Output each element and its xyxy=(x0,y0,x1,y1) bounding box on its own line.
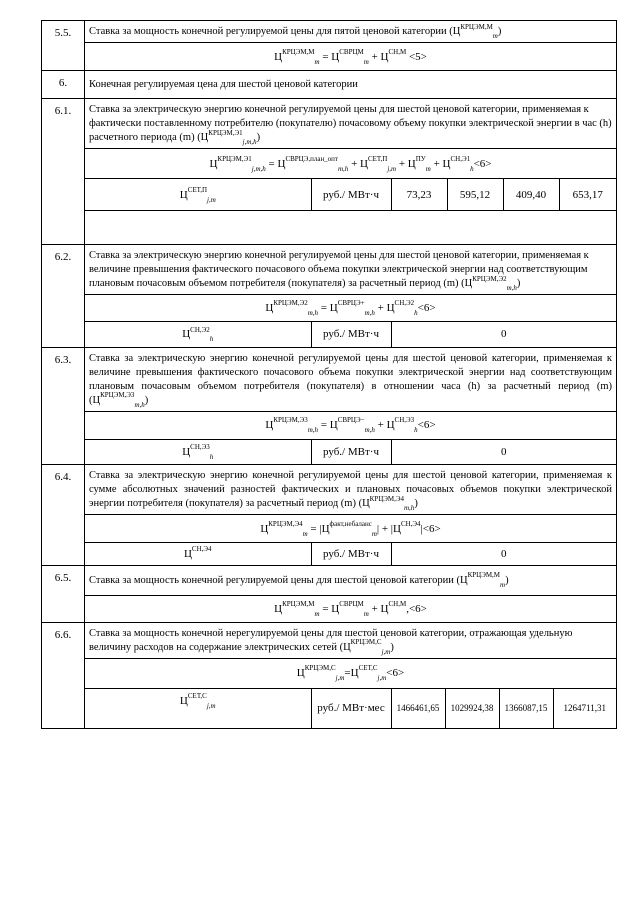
row-title: Ставка за электрическую энергию конечной регулируемой цены для шестой ценовой категории, применяемая к величине превышения фактического почасового объема покупки электрической энергии над соответствующим плановым почасовым объемом потребителя (покупателя) в отношении часа (h) за расчетный период (m) $(Ц^{КРЦЭМ,Э3}_{m,h})$ xyxy=(85,348,616,412)
value-cell: 0 xyxy=(501,547,507,560)
row-title: Ставка за мощность конечной нерегулируемой цены для шестой ценовой категории, отражающая удельную величину расходов на содержание электрических сетей $(Ц^{КРЦЭМ,С}_{j,m})$ xyxy=(85,623,616,659)
value-cell: 1366087,15 xyxy=(499,688,553,728)
row-number: 6.6. xyxy=(42,622,85,729)
row-title: Конечная регулируемая цена для шестой ценовой категории xyxy=(85,71,617,99)
row-6-3 xyxy=(42,347,617,465)
value-cell: 0 xyxy=(501,445,507,458)
row-5-5 xyxy=(42,21,617,71)
row-title: Ставка за мощность конечной регулируемой цены для пятой ценовой категории $(Ц^{КРЦЭМ,М}_m)$ xyxy=(85,21,616,43)
row-number: 6.2. xyxy=(42,245,85,348)
param-name: $Ц^{СН,Э2}_h$ xyxy=(85,322,311,347)
value-cell: 73,23 xyxy=(391,179,447,211)
row-6-1 xyxy=(42,99,617,245)
row-number: 5.5. xyxy=(42,21,85,71)
formula: $Ц^{КРЦЭМ,С}_{j,m}=Ц^{СЕТ,С}_{j,m}<6>$ xyxy=(85,658,616,688)
row-number: 6.3. xyxy=(42,347,85,465)
tariff-document xyxy=(41,20,617,729)
unit: руб./ МВт·ч xyxy=(311,439,391,464)
param-name: $Ц^{СЕТ,С}_{j,m}$ xyxy=(85,688,311,728)
param-name: $Ц^{СЕТ,П}_{j,m}$ xyxy=(85,179,311,211)
value-cell: 409,40 xyxy=(503,179,559,211)
row-6-4 xyxy=(42,465,617,566)
row-number: 6.4. xyxy=(42,465,85,566)
value-cell: 1466461,65 xyxy=(391,688,445,728)
formula: $Ц^{КРЦЭМ,М}_m = Ц^{СВРЦМ}_m + Ц^{СН,М} <5>$ xyxy=(274,47,427,66)
row-6-2 xyxy=(42,245,617,348)
row-title: Ставка за электрическую энергию конечной регулируемой цены для шестой ценовой категории, применяемая к сумме абсолютных значений разностей фактических и плановых почасовых объемов покупки электрической энергии потребителя (покупателя) за расчетный период (m) $(Ц^{КРЦЭМ,Э4}_{m,h})$ xyxy=(85,465,616,515)
value-cell: 1264711,31 xyxy=(563,703,606,714)
unit: руб./ МВт·ч xyxy=(311,543,391,565)
param-name: $Ц^{СН,Э4}$ xyxy=(85,543,311,565)
row-6 xyxy=(42,71,617,99)
row-number: 6.5. xyxy=(42,565,85,622)
row-6-5 xyxy=(42,565,617,622)
formula: $Ц^{КРЦЭМ,Э3}_{m,h} = Ц^{СВРЦЭ-}_{m,h} + Ц^{СН,Э3}_h<6>$ xyxy=(85,411,616,439)
value-cell: 595,12 xyxy=(447,179,503,211)
formula: $Ц^{КРЦЭМ,М}_m = Ц^{СВРЦМ}_m + Ц^{СН,М},<6>$ xyxy=(274,599,427,618)
row-title: Ставка за электрическую энергию конечной регулируемой цены для шестой ценовой категории, применяемая к величине превышения фактического почасового объема покупки электрической энергии над соответствующим плановым почасовым объемом потребителя (покупателя) за расчетный период (m) $(Ц^{КРЦЭМ,Э2}_{m,h})$ xyxy=(85,245,616,295)
formula: $Ц^{КРЦЭМ,Э4}_m = |Ц^{факт,небаланс}_m| + |Ц^{СН,Э4}|<6>$ xyxy=(85,515,616,543)
value-cell: 0 xyxy=(501,328,507,341)
empty-row xyxy=(85,211,616,245)
tariff-table xyxy=(41,20,617,729)
unit: руб./ МВт·мес xyxy=(311,688,391,728)
value-cell: 653,17 xyxy=(559,179,616,211)
formula: $Ц^{КРЦЭМ,Э1}_{j,m,h} = Ц^{СВРЦЭ,план\_опт}_{m,h} + Ц^{СЕТ,П}_{j,m} + Ц^{ПУ}_m + Ц^{СН,Э1}_h<6>$ xyxy=(85,149,616,179)
value-cell: 1029924,38 xyxy=(445,688,499,728)
row-title: Ставка за мощность конечной регулируемой цены для шестой ценовой категории $(Ц^{КРЦЭМ,М}_m)$ xyxy=(85,566,616,596)
formula: $Ц^{КРЦЭМ,Э2}_{m,h} = Ц^{СВРЦЭ+}_{m,h} + Ц^{СН,Э2}_h<6>$ xyxy=(85,295,616,322)
param-name: $Ц^{СН,Э3}_h$ xyxy=(85,439,311,464)
row-number: 6.1. xyxy=(42,99,85,245)
row-number: 6. xyxy=(42,71,85,99)
row-6-6 xyxy=(42,622,617,729)
unit: руб./ МВт·ч xyxy=(311,322,391,347)
row-title: Ставка за электрическую энергию конечной регулируемой цены для шестой ценовой категории, применяемая к фактически поставленному потребителю (покупателю) почасовому объему покупки электрической энергии в час (h) расчетного периода (m) $(Ц^{КРЦЭМ,Э1}_{j,m,h})$ xyxy=(85,99,616,149)
unit: руб./ МВт·ч xyxy=(311,179,391,211)
